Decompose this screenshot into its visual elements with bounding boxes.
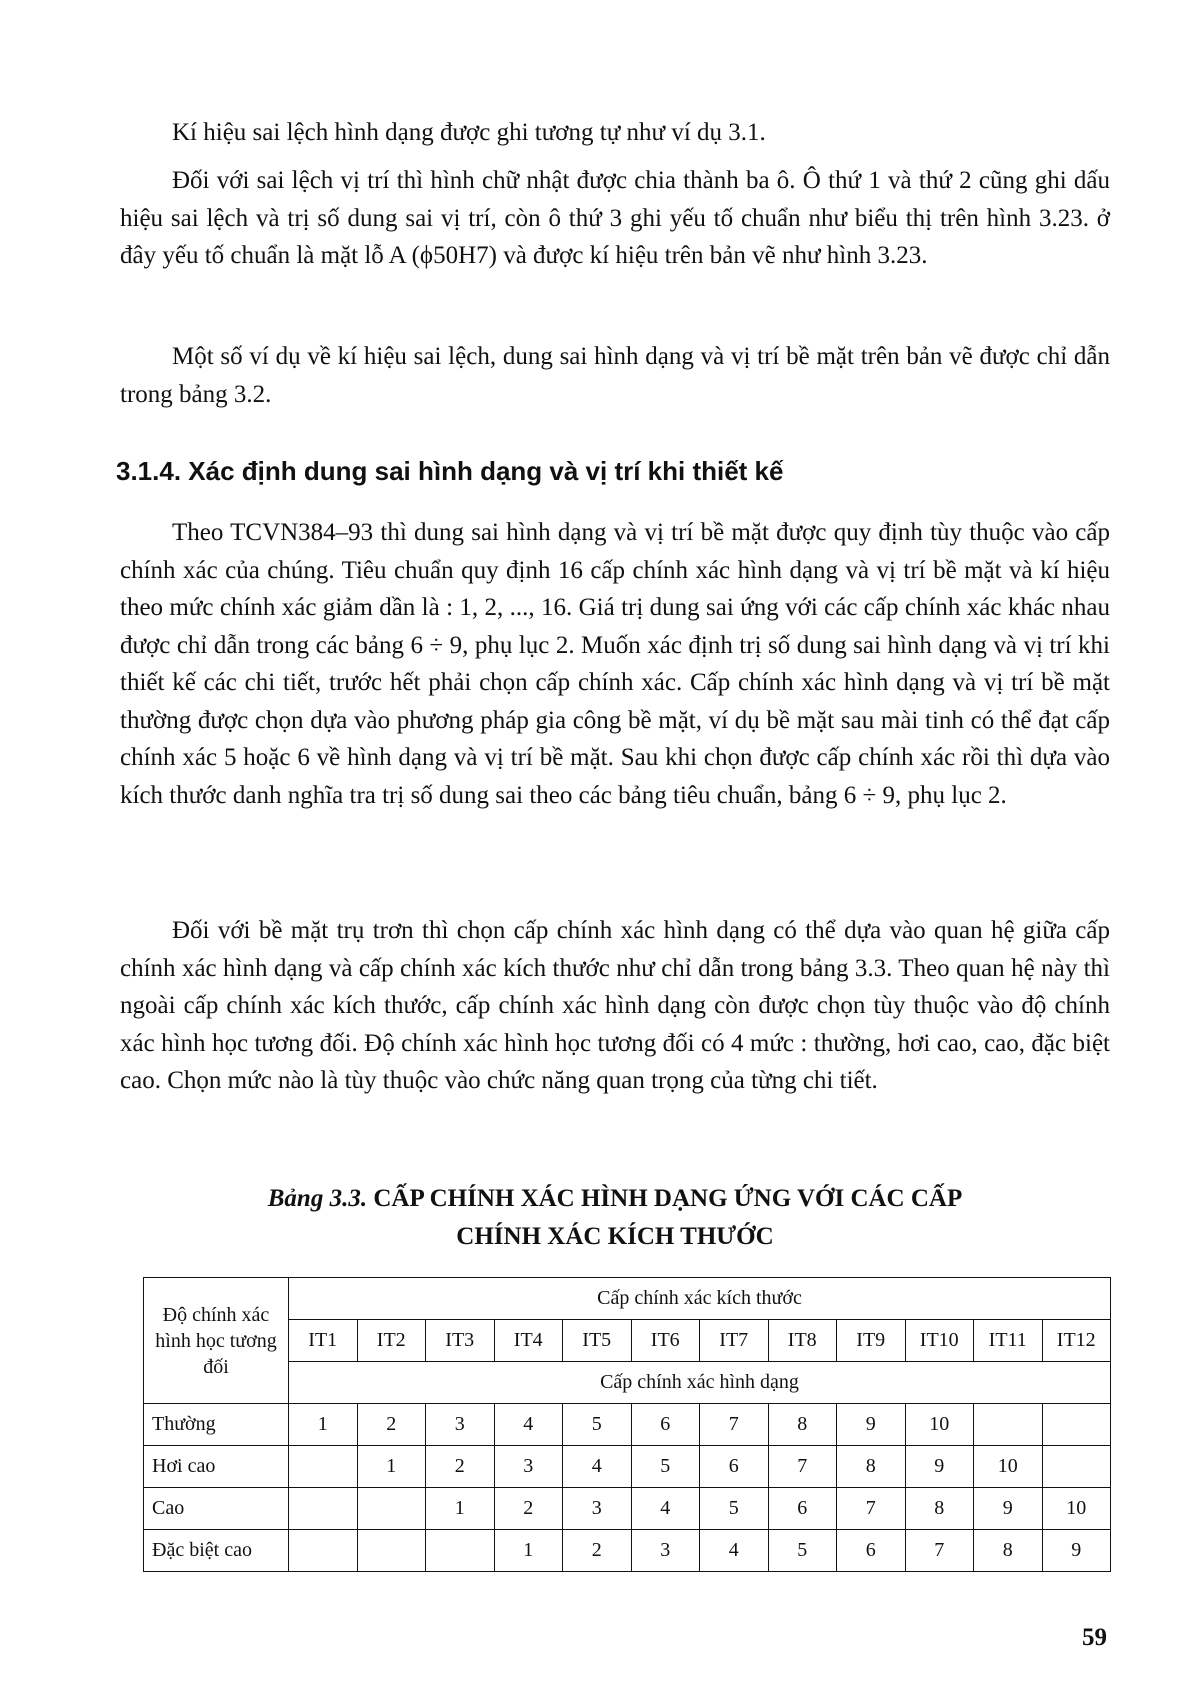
table-cell: 1 — [494, 1530, 563, 1572]
column-header: IT1 — [289, 1320, 358, 1362]
table-cell: 1 — [426, 1488, 495, 1530]
table-row — [144, 1530, 1111, 1572]
table-cell: 10 — [905, 1404, 974, 1446]
table-cell: 9 — [1042, 1530, 1111, 1572]
table-cell: 10 — [1042, 1488, 1111, 1530]
table-cell: 2 — [563, 1530, 632, 1572]
table-cell: 3 — [494, 1446, 563, 1488]
size-grade-header: Cấp chính xác kích thước — [289, 1278, 1111, 1320]
table-cell: 3 — [426, 1404, 495, 1446]
table-cell: 10 — [974, 1446, 1043, 1488]
table-cell: 6 — [631, 1404, 700, 1446]
page-number: 59 — [1082, 1624, 1107, 1651]
table-cell: 4 — [563, 1446, 632, 1488]
table-cell: 8 — [905, 1488, 974, 1530]
table-cell: 5 — [700, 1488, 769, 1530]
table-cell — [289, 1446, 358, 1488]
table-cell: 9 — [837, 1404, 906, 1446]
table-row — [144, 1446, 1111, 1488]
table-cell — [357, 1488, 426, 1530]
table-cell — [426, 1530, 495, 1572]
paragraph: Một số ví dụ về kí hiệu sai lệch, dung sai hình dạng và vị trí bề mặt trên bản vẽ được chỉ dẫn trong bảng 3.2. — [120, 343, 1110, 408]
column-header: IT7 — [700, 1320, 769, 1362]
table-row — [144, 1488, 1111, 1530]
column-header: IT3 — [426, 1320, 495, 1362]
table-cell: 2 — [494, 1488, 563, 1530]
table-cell — [974, 1404, 1043, 1446]
table-caption — [140, 1180, 1090, 1256]
row-label: Đặc biệt cao — [144, 1530, 289, 1572]
table-cell: 5 — [631, 1446, 700, 1488]
table-cell — [289, 1488, 358, 1530]
table-cell: 3 — [631, 1530, 700, 1572]
paragraph: Theo TCVN384–93 thì dung sai hình dạng và vị trí bề mặt được quy định tùy thuộc vào cấp chính xác của chúng. Tiêu chuẩn quy định 16 cấp chính xác hình dạng và vị trí bề mặt và kí hiệu theo mức chính xác giảm dần là : 1, 2, ..., 16. Giá trị dung sai ứng với các cấp chính xác khác nhau được chỉ dẫn trong các bảng 6 ÷ 9, phụ lục 2. Muốn xác định trị số dung sai hình dạng và vị trí khi thiết kế các chi tiết, trước hết phải chọn cấp chính xác. Cấp chính xác hình dạng và vị trí bề mặt thường được chọn dựa vào phương pháp gia công bề mặt, ví dụ bề mặt sau mài tinh có thể đạt cấp chính xác 5 hoặc 6 về hình dạng và vị trí bề mặt. Sau khi chọn được cấp chính xác rồi thì dựa vào kích thước danh nghĩa tra trị số dung sai theo các bảng tiêu chuẩn, bảng 6 ÷ 9, phụ lục 2. — [120, 519, 1110, 809]
section-heading: 3.1.4. Xác định dung sai hình dạng và vị trí khi thiết kế — [116, 456, 784, 486]
paragraph: Kí hiệu sai lệch hình dạng được ghi tương tự như ví dụ 3.1. — [172, 119, 766, 146]
table-cell: 8 — [837, 1446, 906, 1488]
column-header: IT11 — [974, 1320, 1043, 1362]
table-cell: 6 — [700, 1446, 769, 1488]
table-caption-line2: CHÍNH XÁC KÍCH THƯỚC — [456, 1223, 774, 1250]
table-cell: 8 — [768, 1404, 837, 1446]
column-header-row — [144, 1320, 1111, 1362]
table-cell: 1 — [289, 1404, 358, 1446]
column-header: IT9 — [837, 1320, 906, 1362]
table-cell: 7 — [768, 1446, 837, 1488]
table-cell: 7 — [700, 1404, 769, 1446]
table-row — [144, 1404, 1111, 1446]
table-cell — [289, 1530, 358, 1572]
table-caption-label: Bảng 3.3. — [267, 1185, 368, 1212]
column-header: IT10 — [905, 1320, 974, 1362]
shape-grade-header: Cấp chính xác hình dạng — [289, 1362, 1111, 1404]
table-cell: 3 — [563, 1488, 632, 1530]
table-cell: 6 — [768, 1488, 837, 1530]
table-cell — [1042, 1446, 1111, 1488]
table-cell: 8 — [974, 1530, 1043, 1572]
table-cell: 1 — [357, 1446, 426, 1488]
table-cell: 5 — [563, 1404, 632, 1446]
precision-table — [143, 1277, 1111, 1572]
row-label: Thường — [144, 1404, 289, 1446]
row-label: Cao — [144, 1488, 289, 1530]
row-label: Hơi cao — [144, 1446, 289, 1488]
column-header: IT12 — [1042, 1320, 1111, 1362]
table-cell: 9 — [905, 1446, 974, 1488]
table-cell: 4 — [494, 1404, 563, 1446]
paragraph: Đối với bề mặt trụ trơn thì chọn cấp chính xác hình dạng có thể dựa vào quan hệ giữa cấp chính xác hình dạng và cấp chính xác kích thước như chỉ dẫn trong bảng 3.3. Theo quan hệ này thì ngoài cấp chính xác kích thước, cấp chính xác hình dạng còn được chọn tùy thuộc vào độ chính xác hình học tương đối. Độ chính xác hình học tương đối có 4 mức : thường, hơi cao, cao, đặc biệt cao. Chọn mức nào là tùy thuộc vào chức năng quan trọng của từng chi tiết. — [120, 917, 1110, 1094]
table-cell: 4 — [700, 1530, 769, 1572]
table-caption-line1: CẤP CHÍNH XÁC HÌNH DẠNG ỨNG VỚI CÁC CẤP — [373, 1185, 963, 1212]
table-cell: 7 — [837, 1488, 906, 1530]
table-cell — [1042, 1404, 1111, 1446]
column-header: IT8 — [768, 1320, 837, 1362]
column-header: IT6 — [631, 1320, 700, 1362]
table-cell — [357, 1530, 426, 1572]
table-cell: 2 — [357, 1404, 426, 1446]
paragraph: Đối với sai lệch vị trí thì hình chữ nhật được chia thành ba ô. Ô thứ 1 và thứ 2 cũng ghi dấu hiệu sai lệch và trị số dung sai vị trí, còn ô thứ 3 ghi yếu tố chuẩn như biểu thị trên hình 3.23. ở đây yếu tố chuẩn là mặt lỗ A (ϕ50H7) và được kí hiệu trên bản vẽ như hình 3.23. — [120, 167, 1110, 269]
column-header: IT5 — [563, 1320, 632, 1362]
table-cell: 4 — [631, 1488, 700, 1530]
table-cell: 5 — [768, 1530, 837, 1572]
table-body — [144, 1404, 1111, 1572]
column-header: IT4 — [494, 1320, 563, 1362]
table-cell: 6 — [837, 1530, 906, 1572]
table-cell: 9 — [974, 1488, 1043, 1530]
column-header: IT2 — [357, 1320, 426, 1362]
table-cell: 7 — [905, 1530, 974, 1572]
row-header: Độ chính xác hình học tương đối — [144, 1278, 289, 1404]
table-cell: 2 — [426, 1446, 495, 1488]
